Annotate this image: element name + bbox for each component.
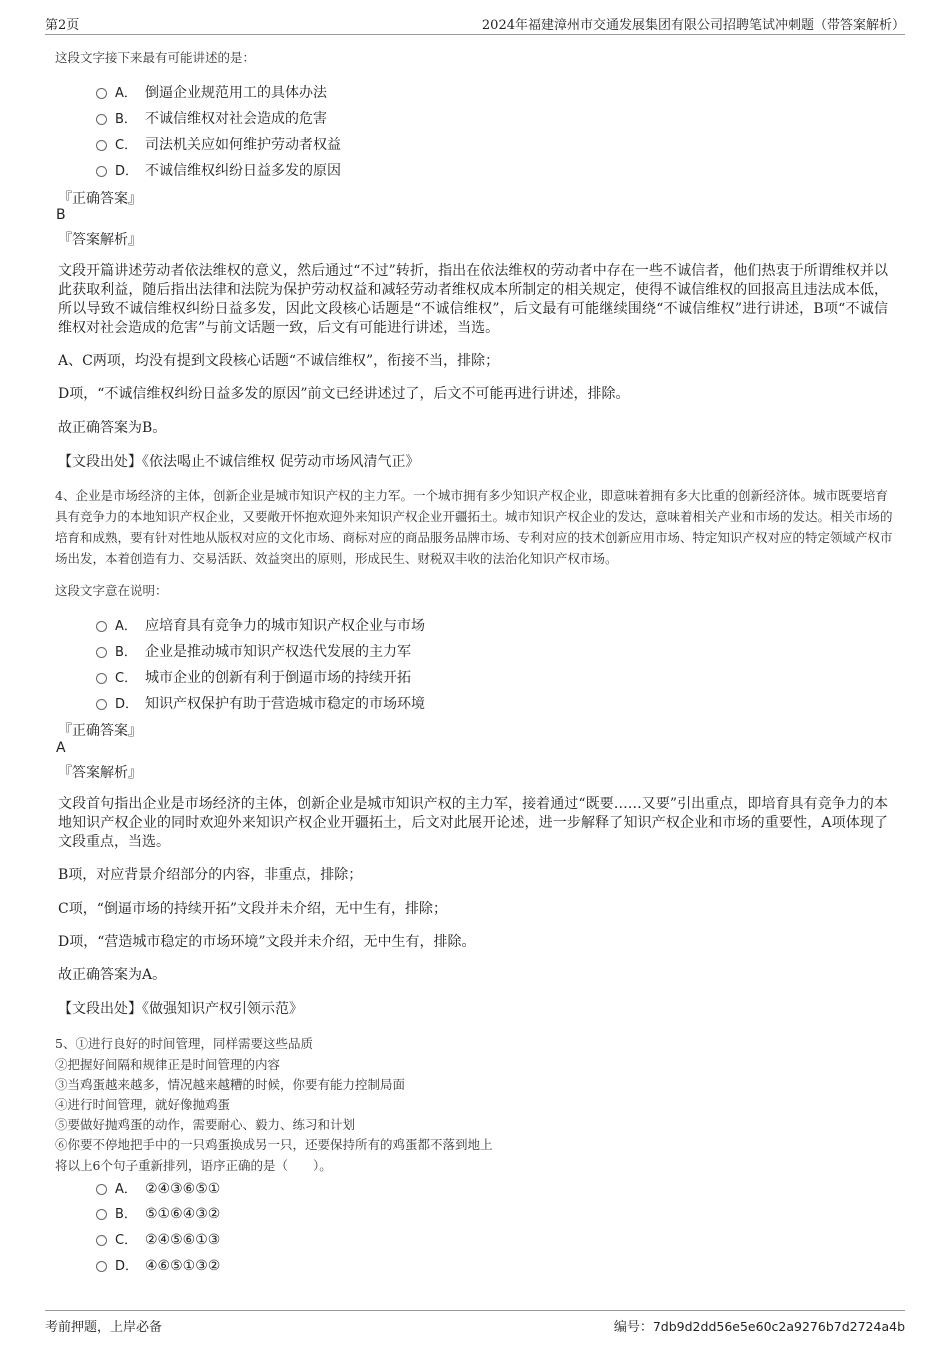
q4-answer: A	[56, 740, 66, 756]
q5-stem-line-5: ⑤要做好抛鸡蛋的动作，需要耐心、毅力、练习和计划	[55, 1117, 356, 1132]
q4-analysis-line-2: C项，“倒逼市场的持续开拓”文段并未介绍，无中生有，排除；	[58, 901, 448, 917]
radio-icon[interactable]	[96, 166, 107, 177]
q4-option-a[interactable]: A． 应培育具有竞争力的城市知识产权企业与市场	[96, 615, 425, 635]
q3-analysis: 文段开篇讲述劳动者依法维权的意义，然后通过“不过”转折，指出在依法维权的劳动者中存在一些不诚信者，他们热衷于所谓维权并以此获取利益，随后指出法律和法院为保护劳动权益和减轻劳动者维权成本所制定的相关规定，使得不诚信维权的回报高且违法成本低，所以导致不诚信维权纠纷日益多发，因此文段核心话题是“不诚信维权”，后文最有可能继续围绕“不诚信维权”进行讲述，B项“不诚信维权对社会造成的危害”与前文话题一致，后文有可能进行讲述，当选。	[58, 263, 888, 336]
q3-prompt: 这段文字接下来最有可能讲述的是：	[55, 50, 256, 65]
q5-stem-line-6: ⑥你要不停地把手中的一只鸡蛋换成另一只，还要保持所有的鸡蛋都不落到地上	[55, 1137, 493, 1152]
radio-icon[interactable]	[96, 673, 107, 684]
q3-source: 【文段出处】《依法喝止不诚信维权 促劳动市场风清气正》	[58, 454, 420, 470]
q5-prompt: 将以上6个句子重新排列，语序正确的是（ ）。	[55, 1158, 332, 1173]
page-number: 第2页	[45, 18, 80, 33]
radio-icon[interactable]	[96, 1184, 107, 1195]
q5-option-a[interactable]: A． ②④③⑥⑤①	[96, 1178, 220, 1198]
q3-answer: B	[56, 207, 66, 223]
radio-icon[interactable]	[96, 114, 107, 125]
q3-analysis-label: 『答案解析』	[58, 232, 142, 248]
q4-option-d[interactable]: D． 知识产权保护有助于营造城市稳定的市场环境	[96, 693, 425, 713]
q4-analysis-label: 『答案解析』	[58, 765, 142, 781]
q3-analysis-line-2: D项，“不诚信维权纠纷日益多发的原因”前文已经讲述过了，后文不可能再进行讲述，排除。	[58, 386, 630, 402]
document-id-value: 7db9d2dd56e5e60c2a9276b7d2724a4b	[652, 1319, 905, 1334]
q3-option-b[interactable]: B． 不诚信维权对社会造成的危害	[96, 108, 327, 128]
q4-analysis: 文段首句指出企业是市场经济的主体，创新企业是城市知识产权的主力军，接着通过“既要……又要”引出重点，即培育具有竞争力的本地知识产权企业的同时欢迎外来知识产权企业开疆拓土，后文对此展开论述，进一步解释了知识产权企业和市场的重要性，A项体现了文段重点，当选。	[58, 796, 888, 850]
q3-analysis-line-1: A、C两项，均没有提到文段核心话题“不诚信维权”，衔接不当，排除；	[58, 353, 500, 369]
q4-option-b[interactable]: B． 企业是推动城市知识产权迭代发展的主力军	[96, 641, 411, 661]
document-title: 2024年福建漳州市交通发展集团有限公司招聘笔试冲刺题（带答案解析）	[481, 18, 905, 33]
q4-option-c[interactable]: C． 城市企业的创新有利于倒逼市场的持续开拓	[96, 667, 411, 687]
radio-icon[interactable]	[96, 88, 107, 99]
radio-icon[interactable]	[96, 699, 107, 710]
q4-source: 【文段出处】《做强知识产权引领示范》	[58, 1001, 303, 1017]
q4-analysis-line-1: B项，对应背景介绍部分的内容，非重点，排除；	[58, 867, 363, 883]
q4-answer-label: 『正确答案』	[58, 723, 142, 739]
radio-icon[interactable]	[96, 1209, 107, 1220]
radio-icon[interactable]	[96, 621, 107, 632]
q5-stem-line-1: 5、①进行良好的时间管理，同样需要这些品质	[55, 1036, 313, 1051]
q3-analysis-line-3: 故正确答案为B。	[58, 420, 167, 436]
q3-option-a[interactable]: A． 倒逼企业规范用工的具体办法	[96, 82, 327, 102]
document-id	[614, 1316, 905, 1335]
q4-stem: 4、企业是市场经济的主体，创新企业是城市知识产权的主力军。一个城市拥有多少知识产权企业，即意味着拥有多大比重的创新经济体。城市既要培育具有竞争力的本地知识产权企业，又要敞开怀抱欢迎外来知识产权企业开疆拓土。城市知识产权企业的发达，意味着相关产业和市场的发达。相关市场的培育和成熟，要有针对性地从版权对应的文化市场、商标对应的商品服务品牌市场、专利对应的技术创新应用市场、特定知识产权对应的特定领域产权市场出发，本着创造有力、交易活跃、效益突出的原则，形成民生、财税双丰收的法治化知识产权市场。	[55, 488, 893, 566]
radio-icon[interactable]	[96, 647, 107, 658]
q5-option-d[interactable]: D． ④⑥⑤①③②	[96, 1255, 220, 1275]
q5-option-c[interactable]: C． ②④⑤⑥①③	[96, 1229, 220, 1249]
q3-option-d[interactable]: D． 不诚信维权纠纷日益多发的原因	[96, 160, 341, 180]
q5-stem-line-4: ④进行时间管理，就好像抛鸡蛋	[55, 1097, 231, 1112]
q4-prompt: 这段文字意在说明：	[55, 583, 168, 598]
radio-icon[interactable]	[96, 140, 107, 151]
q4-analysis-line-4: 故正确答案为A。	[58, 967, 167, 983]
document-id-label: 编号：	[613, 1320, 653, 1335]
footer-slogan: 考前押题，上岸必备	[45, 1320, 163, 1335]
q4-analysis-line-3: D项，“营造城市稳定的市场环境”文段并未介绍，无中生有，排除。	[58, 934, 476, 950]
q3-option-c[interactable]: C． 司法机关应如何维护劳动者权益	[96, 134, 341, 154]
radio-icon[interactable]	[96, 1235, 107, 1246]
q5-stem-line-2: ②把握好间隔和规律正是时间管理的内容	[55, 1057, 281, 1072]
q5-option-b[interactable]: B． ⑤①⑥④③②	[96, 1203, 220, 1223]
page-footer	[45, 1310, 905, 1337]
page-header	[45, 12, 905, 35]
q3-answer-label: 『正确答案』	[58, 191, 142, 207]
radio-icon[interactable]	[96, 1261, 107, 1272]
q5-stem-line-3: ③当鸡蛋越来越多，情况越来越糟的时候，你要有能力控制局面	[55, 1077, 406, 1092]
